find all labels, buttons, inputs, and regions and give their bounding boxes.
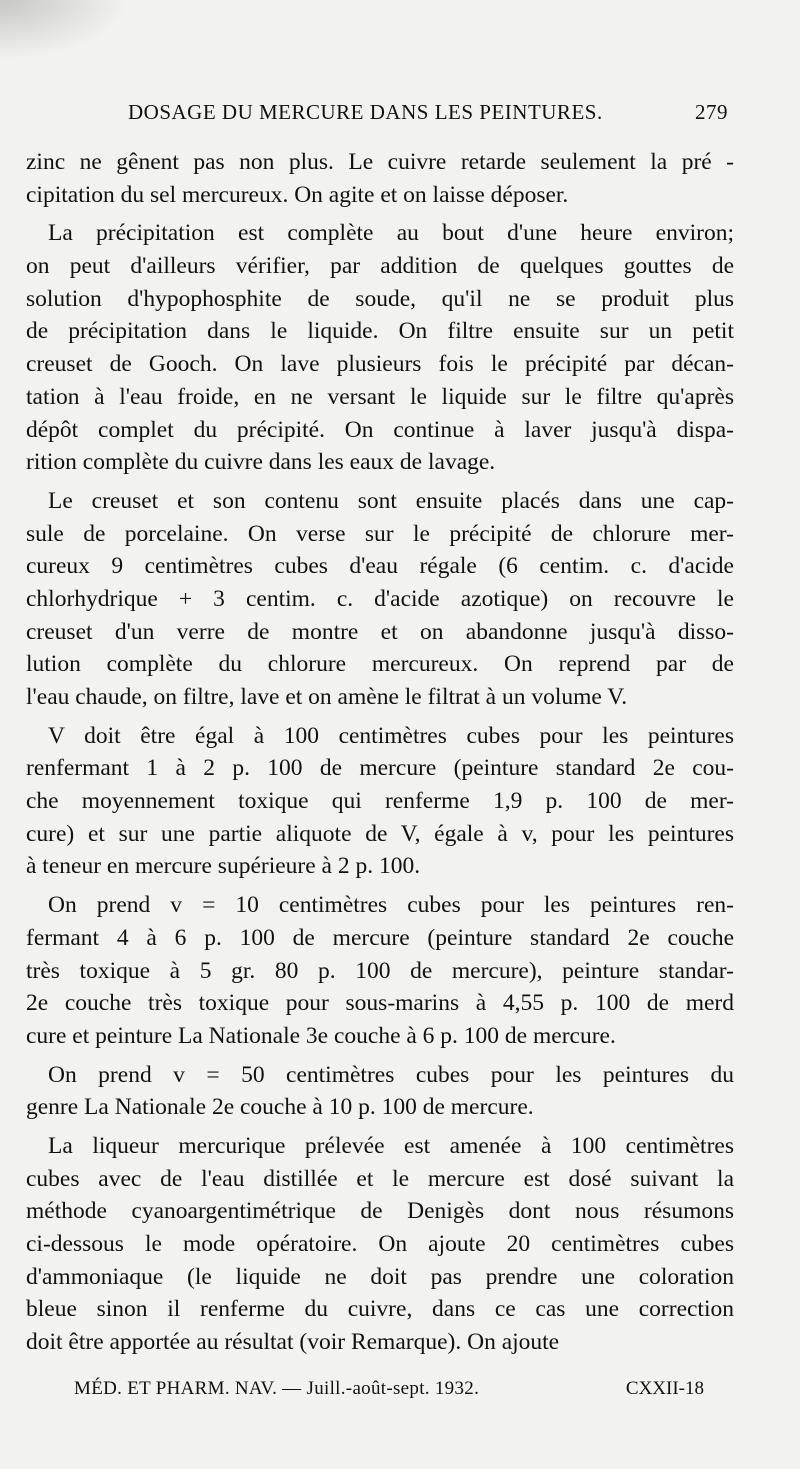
text-line: doit être apportée au résultat (voir Remarque). On ajoute [26, 1329, 560, 1356]
footer-journal: MÉD. ET PHARM. NAV. — Juill.-août-sept. 1932. [74, 1378, 480, 1399]
text-line: renfermant 1 à 2 p. 100 de mercure (peinture standard 2e cou- [26, 755, 734, 782]
body-text [26, 146, 734, 1359]
text-line: très toxique à 5 gr. 80 p. 100 de mercure), peinture standar- [26, 957, 734, 984]
text-line: méthode cyanoargentimétrique de Denigès dont nous résumons [26, 1198, 734, 1225]
text-line: chlorhydrique + 3 centim. c. d'acide azotique) on recouvre le [26, 585, 734, 612]
text-line: l'eau chaude, on filtre, lave et on amène le filtrat à un volume V. [26, 684, 628, 710]
running-title: DOSAGE DU MERCURE DANS LES PEINTURES. [128, 100, 603, 124]
text-line: cipitation du sel mercureux. On agite et on laisse déposer. [26, 181, 569, 208]
text-line: zinc ne gênent pas non plus. Le cuivre retarde seulement la pré - [26, 149, 734, 175]
text-line: On prend v = 10 centimètres cubes pour les peintures ren- [48, 892, 734, 919]
text-line: de précipitation dans le liquide. On filtre ensuite sur un petit [26, 318, 734, 345]
text-line: La liqueur mercurique prélevée est amenée à 100 centimètres [48, 1132, 734, 1159]
page-number: 279 [695, 100, 728, 124]
text-line: Le creuset et son contenu sont ensuite placés dans une cap- [48, 487, 734, 514]
paragraph [26, 889, 734, 1052]
scan-shadow [0, 0, 130, 60]
paragraph [26, 1130, 734, 1359]
text-line: creuset d'un verre de montre et on abandonne jusqu'à disso- [26, 618, 734, 645]
text-line: creuset de Gooch. On lave plusieurs fois le précipité par décan- [26, 351, 734, 378]
text-line: cure et peinture La Nationale 3e couche à 6 p. 100 de mercure. [26, 1022, 616, 1049]
text-line: fermant 4 à 6 p. 100 de mercure (peinture standard 2e couche [26, 924, 734, 951]
text-line: che moyennement toxique qui renferme 1,9 p. 100 de mer- [26, 788, 734, 815]
paragraph [26, 146, 734, 211]
text-line: On prend v = 50 centimètres cubes pour les peintures du [48, 1061, 734, 1088]
text-line: genre La Nationale 2e couche à 10 p. 100 de mercure. [26, 1094, 534, 1121]
paragraph [26, 1059, 734, 1124]
text-line: bleue sinon il renferme du cuivre, dans ce cas une correction [26, 1296, 734, 1323]
text-line: à teneur en mercure supérieure à 2 p. 100. [26, 853, 421, 880]
text-line: rition complète du cuivre dans les eaux de lavage. [26, 449, 496, 476]
text-line: tation à l'eau froide, en ne versant le liquide sur le filtre qu'après [26, 383, 734, 410]
text-line: cureux 9 centimètres cubes d'eau régale (6 centim. c. d'acide [26, 553, 734, 580]
text-line: lution complète du chlorure mercureux. On reprend par de [26, 651, 734, 678]
text-line: La précipitation est complète au bout d'une heure environ; [48, 220, 734, 247]
paragraph [26, 485, 734, 714]
text-line: sule de porcelaine. On verse sur le précipité de chlorure mer- [26, 520, 734, 547]
paragraph [26, 217, 734, 479]
text-line: on peut d'ailleurs vérifier, par addition de quelques gouttes de [26, 253, 734, 280]
text-line: ci-dessous le mode opératoire. On ajoute 20 centimètres cubes [26, 1231, 734, 1257]
text-line: d'ammoniaque (le liquide ne doit pas prendre une coloration [26, 1263, 734, 1290]
footer-signature-mark: CXXII-18 [625, 1378, 704, 1399]
text-line: cure) et sur une partie aliquote de V, égale à v, pour les peintures [26, 820, 734, 847]
text-line: V doit être égal à 100 centimètres cubes pour les peintures [48, 722, 734, 749]
text-line: cubes avec de l'eau distillée et le mercure est dosé suivant la [26, 1165, 734, 1192]
text-line: 2e couche très toxique pour sous-marins à 4,55 p. 100 de merd [26, 990, 734, 1017]
text-line: solution d'hypophosphite de soude, qu'il ne se produit plus [26, 285, 734, 312]
paragraph [26, 720, 734, 883]
text-line: dépôt complet du précipité. On continue à laver jusqu'à dispa- [26, 416, 734, 443]
